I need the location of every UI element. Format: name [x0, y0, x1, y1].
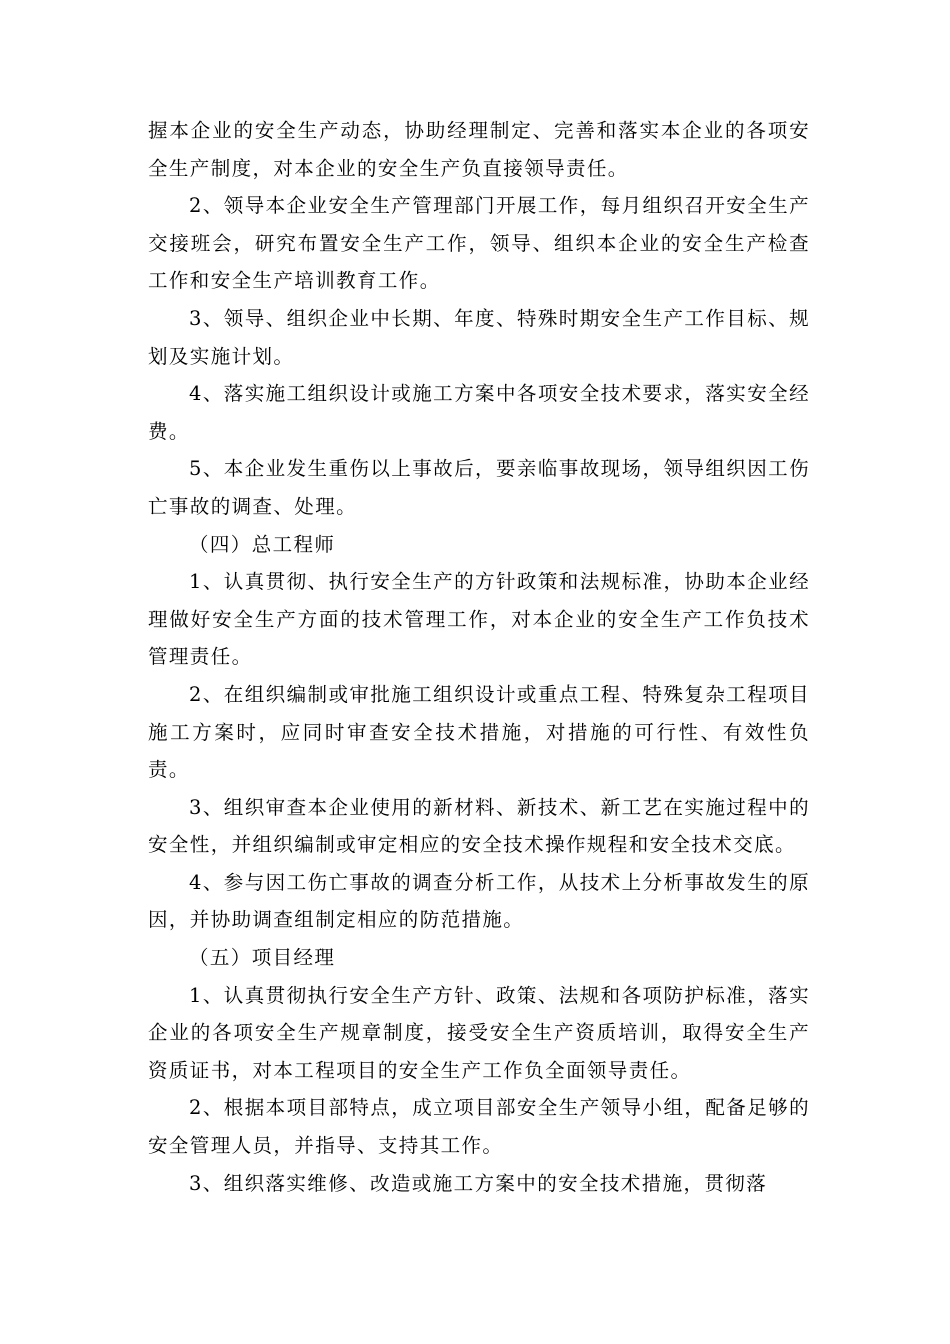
paragraph-item-2: 2、根据本项目部特点，成立项目部安全生产领导小组，配备足够的安全管理人员，并指导、支持其工作。: [148, 1096, 810, 1158]
paragraph-item-2: 2、领导本企业安全生产管理部门开展工作，每月组织召开安全生产交接班会，研究布置安全生产工作，领导、组织本企业的安全生产检查工作和安全生产培训教育工作。: [148, 194, 810, 293]
section-heading-chief-engineer: （四）总工程师: [189, 532, 336, 556]
paragraph-item-2: 2、在组织编制或审批施工组织设计或重点工程、特殊复杂工程项目施工方案时，应同时审查安全技术措施，对措施的可行性、有效性负责。: [148, 682, 810, 782]
paragraph-item-3: 3、组织落实维修、改造或施工方案中的安全技术措施，贯彻落: [189, 1171, 768, 1195]
section-heading-project-manager: （五）项目经理: [189, 946, 336, 970]
document-body: [148, 112, 810, 1202]
paragraph-item-5: 5、本企业发生重伤以上事故后，要亲临事故现场，领导组织因工伤亡事故的调查、处理。: [148, 457, 810, 518]
paragraph-continuation: 握本企业的安全生产动态，协助经理制定、完善和落实本企业的各项安全生产制度，对本企业的安全生产负直接领导责任。: [148, 119, 810, 180]
paragraph-item-4: 4、参与因工伤亡事故的调查分析工作，从技术上分析事故发生的原因，并协助调查组制定相应的防范措施。: [148, 870, 810, 932]
paragraph-item-4: 4、落实施工组织设计或施工方案中各项安全技术要求，落实安全经费。: [148, 382, 810, 443]
paragraph-item-1: 1、认真贯彻执行安全生产方针、政策、法规和各项防护标准，落实企业的各项安全生产规章制度，接受安全生产资质培训，取得安全生产资质证书，对本工程项目的安全生产工作负全面领导责任。: [148, 983, 810, 1082]
paragraph-item-3: 3、领导、组织企业中长期、年度、特殊时期安全生产工作目标、规划及实施计划。: [148, 306, 810, 368]
paragraph-item-1: 1、认真贯彻、执行安全生产的方针政策和法规标准，协助本企业经理做好安全生产方面的技术管理工作，对本企业的安全生产工作负技术管理责任。: [148, 570, 810, 669]
paragraph-item-3: 3、组织审查本企业使用的新材料、新技术、新工艺在实施过程中的安全性，并组织编制或审定相应的安全技术操作规程和安全技术交底。: [148, 795, 810, 857]
